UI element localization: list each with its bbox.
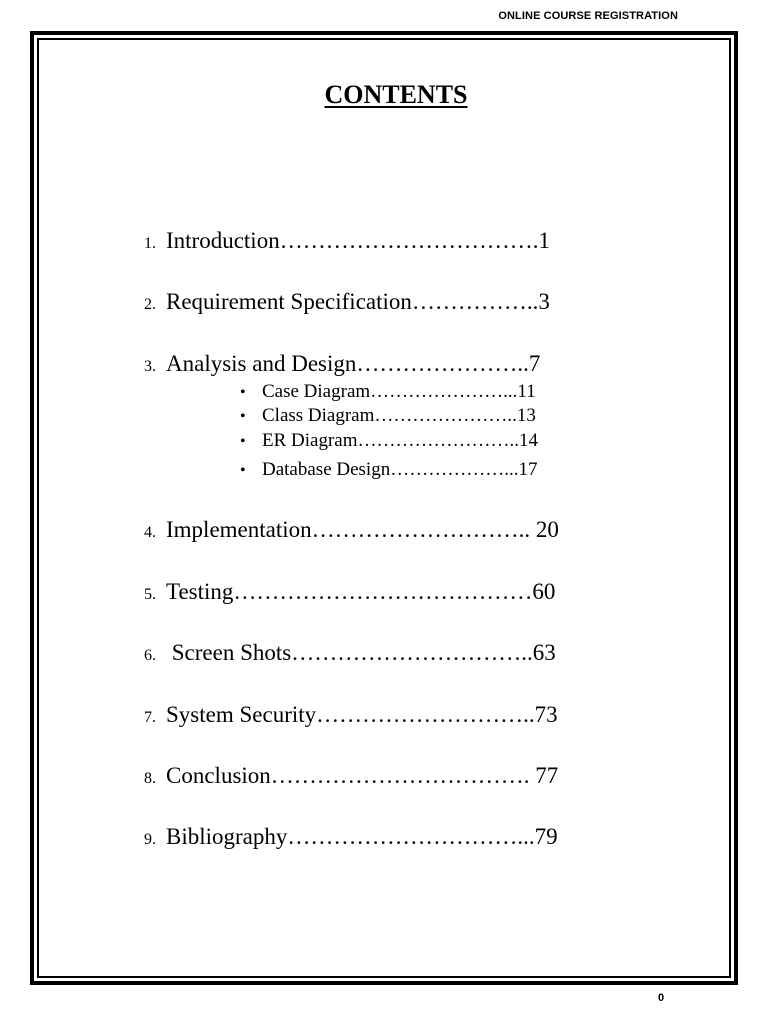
bullet-icon: • bbox=[240, 408, 246, 425]
document-header: ONLINE COURSE REGISTRATION bbox=[498, 10, 678, 22]
toc-entry-testing bbox=[144, 580, 555, 603]
toc-entry-number: 5. bbox=[144, 586, 156, 603]
toc-subentry-class-diagram bbox=[240, 406, 536, 425]
toc-entry-text: Requirement Specification……………..3 bbox=[166, 289, 550, 314]
toc-entry-introduction bbox=[144, 229, 550, 252]
contents-title: CONTENTS bbox=[324, 80, 468, 109]
toc-entry-bibliography bbox=[144, 825, 558, 848]
toc-entry-system-security bbox=[144, 703, 558, 726]
toc-entry-number: 7. bbox=[144, 709, 156, 726]
page-number: 0 bbox=[658, 992, 665, 1004]
toc-entry-conclusion bbox=[144, 764, 558, 787]
toc-entry-number: 2. bbox=[144, 296, 156, 313]
toc-entry-analysis-and-design bbox=[144, 352, 540, 375]
toc-subentry-database-design bbox=[240, 460, 537, 479]
toc-subentry-text: Case Diagram…………………...11 bbox=[262, 381, 536, 402]
toc-entry-text: Analysis and Design…………………..7 bbox=[166, 351, 541, 376]
toc-entry-requirement-specification bbox=[144, 290, 550, 313]
toc-entry-number: 1. bbox=[144, 235, 156, 252]
bullet-icon: • bbox=[240, 384, 246, 401]
toc-entry-implementation bbox=[144, 518, 559, 541]
toc-entry-number: 9. bbox=[144, 831, 156, 848]
toc-subentry-text: Class Diagram…………………..13 bbox=[262, 405, 536, 426]
toc-entry-text: Screen Shots…………………………..63 bbox=[166, 640, 556, 665]
toc-subentry-er-diagram bbox=[240, 431, 538, 450]
toc-entry-number: 6. bbox=[144, 647, 156, 664]
toc-entry-text: Introduction…………………………….1 bbox=[166, 228, 550, 253]
toc-subentry-case-diagram bbox=[240, 382, 536, 401]
toc-entry-text: System Security………………………..73 bbox=[166, 702, 558, 727]
toc-entry-number: 8. bbox=[144, 770, 156, 787]
toc-entry-text: Conclusion……………………………. 77 bbox=[166, 763, 559, 788]
toc-entry-text: Testing…………………………………60 bbox=[166, 579, 556, 604]
toc-entry-text: Implementation……………………….. 20 bbox=[166, 517, 559, 542]
toc-subentry-text: ER Diagram……………………..14 bbox=[262, 430, 539, 451]
toc-entry-number: 4. bbox=[144, 524, 156, 541]
toc-entry-screen-shots bbox=[144, 641, 556, 664]
bullet-icon: • bbox=[240, 433, 246, 450]
toc-entry-text: Bibliography…………………………...79 bbox=[166, 824, 558, 849]
toc-subentry-text: Database Design………………...17 bbox=[262, 459, 538, 480]
toc-entry-number: 3. bbox=[144, 358, 156, 375]
bullet-icon: • bbox=[240, 462, 246, 479]
